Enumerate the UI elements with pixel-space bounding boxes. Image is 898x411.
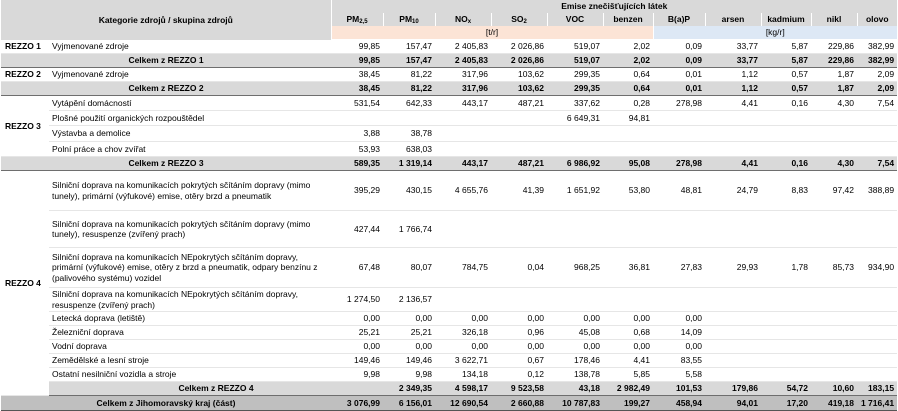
value-cell: 7,54 bbox=[857, 157, 897, 171]
value-cell: 157,47 bbox=[383, 54, 435, 68]
value-cell: 4,41 bbox=[705, 96, 761, 111]
row-label: Zemědělské a lesní stroje bbox=[49, 354, 331, 368]
value-cell: 589,35 bbox=[331, 157, 383, 171]
value-cell: 7,54 bbox=[857, 96, 897, 111]
value-cell bbox=[857, 211, 897, 248]
value-cell bbox=[761, 111, 811, 126]
value-cell: 38,78 bbox=[383, 126, 435, 142]
value-cell: 1 716,41 bbox=[857, 396, 897, 411]
value-cell: 0,00 bbox=[603, 312, 653, 326]
table-row bbox=[1, 354, 897, 368]
value-cell: 0,00 bbox=[383, 312, 435, 326]
value-cell: 103,62 bbox=[491, 68, 547, 82]
value-cell: 0,12 bbox=[491, 368, 547, 382]
value-cell: 519,07 bbox=[547, 54, 603, 68]
unit-tons-label: [t/r] bbox=[331, 26, 653, 40]
value-cell bbox=[857, 354, 897, 368]
total-row bbox=[1, 382, 897, 396]
value-cell bbox=[491, 111, 547, 126]
row-label: Silniční doprava na komunikacích NEpokrytých sčítáním dopravy, resuspenze (zvířený prach) bbox=[49, 288, 331, 312]
value-cell: 27,83 bbox=[653, 248, 705, 288]
value-cell: 2 405,83 bbox=[435, 54, 491, 68]
value-cell: 80,07 bbox=[383, 248, 435, 288]
value-cell bbox=[705, 111, 761, 126]
table-row bbox=[1, 68, 897, 82]
value-cell bbox=[653, 111, 705, 126]
col-header-benzen: benzen bbox=[603, 13, 653, 26]
value-cell: 2 026,86 bbox=[491, 54, 547, 68]
table-row bbox=[1, 126, 897, 142]
value-cell bbox=[811, 126, 857, 142]
value-cell: 317,96 bbox=[435, 68, 491, 82]
col-header-nox: $NO_x$ bbox=[435, 13, 491, 26]
value-cell: 0,57 bbox=[761, 82, 811, 96]
value-cell: 0,64 bbox=[603, 82, 653, 96]
row-label: Výstavba a demolice bbox=[49, 126, 331, 142]
col-header-so2: $SO_2$ bbox=[491, 13, 547, 26]
value-cell: 278,98 bbox=[653, 96, 705, 111]
value-cell: 0,01 bbox=[653, 82, 705, 96]
grand-total-label: Celkem z Jihomoravský kraj (část) bbox=[1, 396, 331, 411]
value-cell bbox=[491, 126, 547, 142]
value-cell: 178,46 bbox=[547, 354, 603, 368]
value-cell bbox=[761, 340, 811, 354]
value-cell bbox=[383, 111, 435, 126]
table-row bbox=[1, 288, 897, 312]
value-cell: 45,08 bbox=[547, 326, 603, 340]
emissions-header: Emise znečišťujících látek bbox=[331, 0, 897, 13]
table-row bbox=[1, 96, 897, 111]
value-cell: 934,90 bbox=[857, 248, 897, 288]
value-cell bbox=[491, 142, 547, 157]
col-header-olovo: olovo bbox=[857, 13, 897, 26]
value-cell: 430,15 bbox=[383, 171, 435, 211]
group-label: REZZO 3 bbox=[1, 96, 49, 157]
value-cell bbox=[857, 312, 897, 326]
value-cell bbox=[705, 312, 761, 326]
value-cell: 0,04 bbox=[491, 248, 547, 288]
value-cell: 4 598,17 bbox=[435, 382, 491, 396]
col-header-pm25: $PM_{2,5}$ bbox=[331, 13, 383, 26]
value-cell: 0,00 bbox=[331, 312, 383, 326]
table-row bbox=[1, 368, 897, 382]
value-cell: 14,09 bbox=[653, 326, 705, 340]
col-header-bap: B(a)P bbox=[653, 13, 705, 26]
value-cell bbox=[705, 126, 761, 142]
value-cell bbox=[857, 368, 897, 382]
value-cell: 278,98 bbox=[653, 157, 705, 171]
value-cell bbox=[761, 368, 811, 382]
value-cell: 2 026,86 bbox=[491, 40, 547, 54]
table-row bbox=[1, 326, 897, 340]
value-cell: 9 523,58 bbox=[491, 382, 547, 396]
value-cell: 1,87 bbox=[811, 68, 857, 82]
value-cell bbox=[857, 142, 897, 157]
value-cell: 2,02 bbox=[603, 40, 653, 54]
value-cell: 0,00 bbox=[383, 340, 435, 354]
value-cell: 36,81 bbox=[603, 248, 653, 288]
value-cell: 67,48 bbox=[331, 248, 383, 288]
row-label: Vytápění domácností bbox=[49, 96, 331, 111]
value-cell bbox=[435, 111, 491, 126]
value-cell: 1 274,50 bbox=[331, 288, 383, 312]
value-cell: 12 690,54 bbox=[435, 396, 491, 411]
value-cell bbox=[705, 326, 761, 340]
value-cell bbox=[653, 288, 705, 312]
value-cell: 149,46 bbox=[331, 354, 383, 368]
total-label: Celkem z REZZO 1 bbox=[1, 54, 331, 68]
value-cell bbox=[811, 326, 857, 340]
value-cell: 103,62 bbox=[491, 82, 547, 96]
value-cell: 199,27 bbox=[603, 396, 653, 411]
value-cell: 458,94 bbox=[653, 396, 705, 411]
value-cell bbox=[603, 142, 653, 157]
value-cell: 10,60 bbox=[811, 382, 857, 396]
value-cell: 427,44 bbox=[331, 211, 383, 248]
value-cell: 101,53 bbox=[653, 382, 705, 396]
value-cell bbox=[761, 211, 811, 248]
value-cell: 0,57 bbox=[761, 68, 811, 82]
value-cell: 53,80 bbox=[603, 171, 653, 211]
col-header-kadmium: kadmium bbox=[761, 13, 811, 26]
table-row bbox=[1, 40, 897, 54]
col-header-nikl: nikl bbox=[811, 13, 857, 26]
value-cell: 299,35 bbox=[547, 68, 603, 82]
value-cell: 0,09 bbox=[653, 54, 705, 68]
value-cell bbox=[705, 288, 761, 312]
value-cell: 0,96 bbox=[491, 326, 547, 340]
value-cell: 134,18 bbox=[435, 368, 491, 382]
value-cell bbox=[653, 211, 705, 248]
row-label: Silniční doprava na komunikacích pokrytých sčítáním dopravy (mimo tunely), resuspenze (zvířený prach) bbox=[49, 211, 331, 248]
value-cell: 3 076,99 bbox=[331, 396, 383, 411]
value-cell: 2,09 bbox=[857, 82, 897, 96]
total-label: Celkem z REZZO 3 bbox=[1, 157, 331, 171]
value-cell: 138,78 bbox=[547, 368, 603, 382]
value-cell bbox=[331, 111, 383, 126]
total-label: Celkem z REZZO 2 bbox=[1, 82, 331, 96]
table-row bbox=[1, 340, 897, 354]
row-label: Ostatní nesilniční vozidla a stroje bbox=[49, 368, 331, 382]
row-label: Železniční doprava bbox=[49, 326, 331, 340]
row-label: Plošné použití organických rozpouštědel bbox=[49, 111, 331, 126]
total-row bbox=[1, 157, 897, 171]
value-cell: 9,98 bbox=[383, 368, 435, 382]
value-cell: 4,41 bbox=[705, 157, 761, 171]
value-cell: 0,01 bbox=[653, 68, 705, 82]
value-cell: 5,58 bbox=[653, 368, 705, 382]
value-cell bbox=[705, 211, 761, 248]
value-cell bbox=[857, 111, 897, 126]
value-cell bbox=[761, 326, 811, 340]
value-cell: 4,30 bbox=[811, 96, 857, 111]
value-cell: 54,72 bbox=[761, 382, 811, 396]
value-cell: 5,85 bbox=[603, 368, 653, 382]
value-cell: 99,85 bbox=[331, 54, 383, 68]
row-label: Polní práce a chov zvířat bbox=[49, 142, 331, 157]
table-row bbox=[1, 142, 897, 157]
value-cell bbox=[653, 126, 705, 142]
value-cell: 0,16 bbox=[761, 157, 811, 171]
value-cell: 94,01 bbox=[705, 396, 761, 411]
value-cell bbox=[761, 354, 811, 368]
value-cell bbox=[491, 288, 547, 312]
value-cell: 317,96 bbox=[435, 82, 491, 96]
col-header-pm10: $PM_{10}$ bbox=[383, 13, 435, 26]
row-label: Silniční doprava na komunikacích NEpokrytých sčítáním dopravy, primární (výfukové) emise, otěry z brzd a pneumatik, odpary benzínu z (palivového systému) vozidel bbox=[49, 248, 331, 288]
group-label: REZZO 2 bbox=[1, 68, 49, 82]
unit-kg-label: [kg/r] bbox=[653, 26, 897, 40]
col-header-voc: VOC bbox=[547, 13, 603, 26]
value-cell: 531,54 bbox=[331, 96, 383, 111]
value-cell: 0,67 bbox=[491, 354, 547, 368]
value-cell bbox=[603, 211, 653, 248]
emissions-table bbox=[1, 0, 897, 411]
value-cell: 388,89 bbox=[857, 171, 897, 211]
value-cell: 638,03 bbox=[383, 142, 435, 157]
group-label: REZZO 1 bbox=[1, 40, 49, 54]
value-cell: 29,93 bbox=[705, 248, 761, 288]
value-cell: 157,47 bbox=[383, 40, 435, 54]
value-cell bbox=[811, 368, 857, 382]
value-cell bbox=[857, 340, 897, 354]
value-cell: 519,07 bbox=[547, 40, 603, 54]
value-cell: 2,09 bbox=[857, 68, 897, 82]
value-cell: 1 766,74 bbox=[383, 211, 435, 248]
value-cell bbox=[435, 142, 491, 157]
value-cell: 6 986,92 bbox=[547, 157, 603, 171]
value-cell bbox=[705, 368, 761, 382]
value-cell bbox=[761, 288, 811, 312]
value-cell: 95,08 bbox=[603, 157, 653, 171]
value-cell: 0,00 bbox=[491, 340, 547, 354]
value-cell: 2 660,88 bbox=[491, 396, 547, 411]
value-cell: 3,88 bbox=[331, 126, 383, 142]
value-cell bbox=[547, 126, 603, 142]
row-label: Vodní doprava bbox=[49, 340, 331, 354]
value-cell: 25,21 bbox=[331, 326, 383, 340]
value-cell: 38,45 bbox=[331, 68, 383, 82]
value-cell bbox=[491, 211, 547, 248]
value-cell: 0,00 bbox=[491, 312, 547, 326]
value-cell bbox=[705, 340, 761, 354]
value-cell: 2 349,35 bbox=[383, 382, 435, 396]
value-cell bbox=[857, 288, 897, 312]
value-cell: 443,17 bbox=[435, 157, 491, 171]
value-cell: 642,33 bbox=[383, 96, 435, 111]
total-row bbox=[1, 54, 897, 68]
value-cell: 0,64 bbox=[603, 68, 653, 82]
value-cell: 0,00 bbox=[603, 340, 653, 354]
value-cell: 4,41 bbox=[603, 354, 653, 368]
value-cell: 0,68 bbox=[603, 326, 653, 340]
value-cell bbox=[653, 142, 705, 157]
value-cell bbox=[603, 126, 653, 142]
value-cell bbox=[857, 126, 897, 142]
value-cell: 784,75 bbox=[435, 248, 491, 288]
value-cell: 3 622,71 bbox=[435, 354, 491, 368]
value-cell: 229,86 bbox=[811, 54, 857, 68]
value-cell: 149,46 bbox=[383, 354, 435, 368]
group-label: REZZO 4 bbox=[1, 171, 49, 396]
value-cell: 0,00 bbox=[435, 312, 491, 326]
value-cell bbox=[811, 211, 857, 248]
value-cell: 99,85 bbox=[331, 40, 383, 54]
value-cell bbox=[857, 326, 897, 340]
value-cell: 5,87 bbox=[761, 54, 811, 68]
value-cell: 487,21 bbox=[491, 96, 547, 111]
value-cell bbox=[761, 312, 811, 326]
value-cell: 38,45 bbox=[331, 82, 383, 96]
value-cell: 33,77 bbox=[705, 40, 761, 54]
value-cell: 43,18 bbox=[547, 382, 603, 396]
value-cell: 0,00 bbox=[435, 340, 491, 354]
value-cell bbox=[811, 111, 857, 126]
value-cell: 443,17 bbox=[435, 96, 491, 111]
value-cell: 85,73 bbox=[811, 248, 857, 288]
value-cell bbox=[761, 126, 811, 142]
value-cell: 968,25 bbox=[547, 248, 603, 288]
value-cell: 487,21 bbox=[491, 157, 547, 171]
table-row bbox=[1, 248, 897, 288]
value-cell: 0,00 bbox=[653, 312, 705, 326]
value-cell bbox=[811, 312, 857, 326]
value-cell: 299,35 bbox=[547, 82, 603, 96]
table-row bbox=[1, 211, 897, 248]
value-cell: 2,02 bbox=[603, 54, 653, 68]
value-cell: 1 651,92 bbox=[547, 171, 603, 211]
value-cell: 33,77 bbox=[705, 54, 761, 68]
value-cell: 8,83 bbox=[761, 171, 811, 211]
value-cell: 1,87 bbox=[811, 82, 857, 96]
value-cell: 24,79 bbox=[705, 171, 761, 211]
value-cell bbox=[811, 288, 857, 312]
value-cell: 17,20 bbox=[761, 396, 811, 411]
value-cell: 25,21 bbox=[383, 326, 435, 340]
value-cell: 41,39 bbox=[491, 171, 547, 211]
value-cell: 4,30 bbox=[811, 157, 857, 171]
value-cell: 81,22 bbox=[383, 68, 435, 82]
value-cell: 1,12 bbox=[705, 82, 761, 96]
total-row bbox=[1, 82, 897, 96]
value-cell bbox=[705, 142, 761, 157]
value-cell: 10 787,83 bbox=[547, 396, 603, 411]
row-label: Vyjmenované zdroje bbox=[49, 40, 331, 54]
value-cell: 419,18 bbox=[811, 396, 857, 411]
category-header: Kategorie zdrojů / skupina zdrojů bbox=[1, 0, 331, 40]
value-cell bbox=[811, 354, 857, 368]
value-cell: 183,15 bbox=[857, 382, 897, 396]
total-label: Celkem z REZZO 4 bbox=[49, 382, 383, 396]
table-row bbox=[1, 312, 897, 326]
value-cell: 2 982,49 bbox=[603, 382, 653, 396]
value-cell bbox=[705, 354, 761, 368]
table-row bbox=[1, 171, 897, 211]
value-cell bbox=[547, 211, 603, 248]
value-cell: 0,16 bbox=[761, 96, 811, 111]
value-cell: 0,00 bbox=[653, 340, 705, 354]
value-cell: 0,28 bbox=[603, 96, 653, 111]
value-cell: 0,00 bbox=[331, 340, 383, 354]
value-cell: 179,86 bbox=[705, 382, 761, 396]
value-cell: 2 136,57 bbox=[383, 288, 435, 312]
value-cell: 0,00 bbox=[547, 312, 603, 326]
value-cell bbox=[435, 288, 491, 312]
row-label: Silniční doprava na komunikacích pokrytých sčítáním dopravy (mimo tunely), primární (výfukové) emise, otěry brzd a pneumatik bbox=[49, 171, 331, 211]
value-cell: 382,99 bbox=[857, 40, 897, 54]
value-cell: 2 405,83 bbox=[435, 40, 491, 54]
value-cell: 326,18 bbox=[435, 326, 491, 340]
value-cell: 1,12 bbox=[705, 68, 761, 82]
value-cell bbox=[547, 142, 603, 157]
table-row bbox=[1, 111, 897, 126]
value-cell: 337,62 bbox=[547, 96, 603, 111]
value-cell: 53,93 bbox=[331, 142, 383, 157]
value-cell bbox=[435, 126, 491, 142]
value-cell bbox=[435, 211, 491, 248]
grand-total-row bbox=[1, 396, 897, 411]
value-cell: 9,98 bbox=[331, 368, 383, 382]
value-cell: 97,42 bbox=[811, 171, 857, 211]
value-cell: 6 649,31 bbox=[547, 111, 603, 126]
col-header-arsen: arsen bbox=[705, 13, 761, 26]
value-cell: 0,09 bbox=[653, 40, 705, 54]
value-cell bbox=[603, 288, 653, 312]
value-cell: 382,99 bbox=[857, 54, 897, 68]
value-cell: 0,00 bbox=[547, 340, 603, 354]
value-cell: 94,81 bbox=[603, 111, 653, 126]
value-cell: 83,55 bbox=[653, 354, 705, 368]
row-label: Letecká doprava (letiště) bbox=[49, 312, 331, 326]
value-cell bbox=[811, 142, 857, 157]
value-cell: 1 319,14 bbox=[383, 157, 435, 171]
value-cell: 48,81 bbox=[653, 171, 705, 211]
value-cell bbox=[547, 288, 603, 312]
value-cell bbox=[811, 340, 857, 354]
value-cell: 81,22 bbox=[383, 82, 435, 96]
value-cell: 6 156,01 bbox=[383, 396, 435, 411]
row-label: Vyjmenované zdroje bbox=[49, 68, 331, 82]
value-cell: 4 655,76 bbox=[435, 171, 491, 211]
value-cell bbox=[761, 142, 811, 157]
value-cell: 1,78 bbox=[761, 248, 811, 288]
value-cell: 395,29 bbox=[331, 171, 383, 211]
value-cell: 229,86 bbox=[811, 40, 857, 54]
value-cell: 5,87 bbox=[761, 40, 811, 54]
